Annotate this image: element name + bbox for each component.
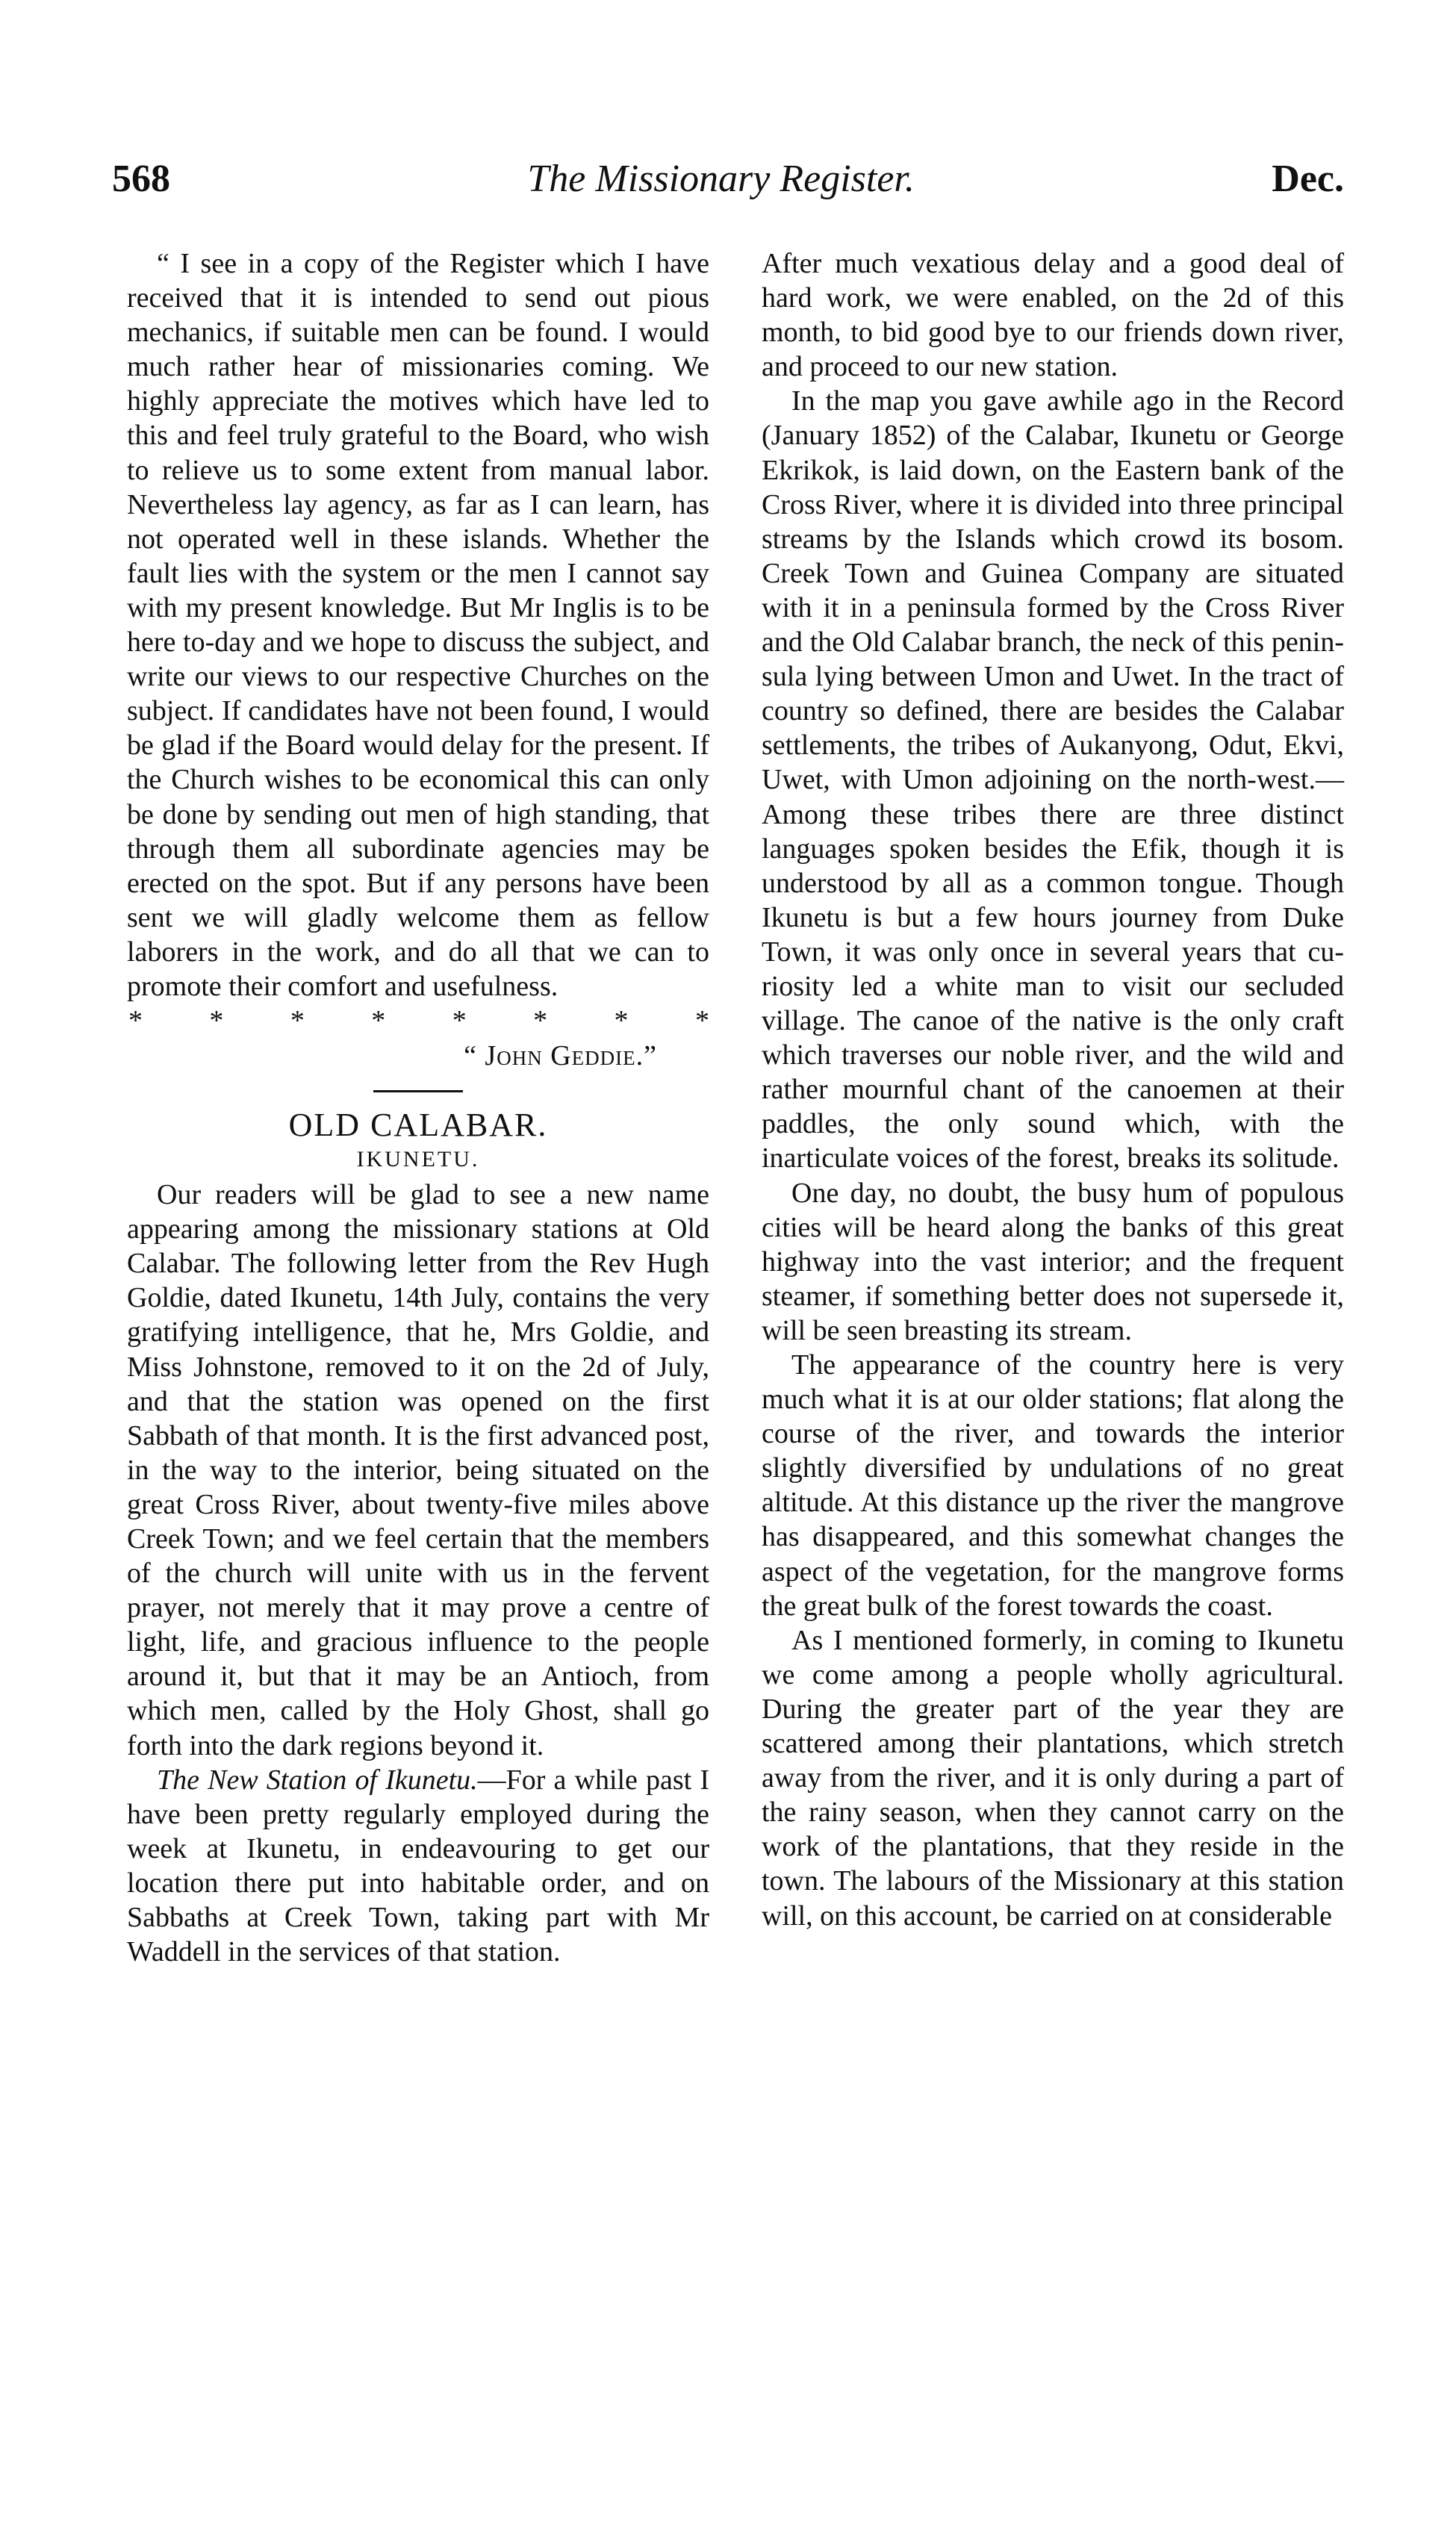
page-number: 568: [112, 158, 170, 200]
paragraph-lead: The New Station of Ikunetu.: [157, 1764, 478, 1796]
running-head: [112, 157, 1344, 209]
star: *: [128, 1005, 143, 1037]
journal-title: The Missionary Register.: [527, 158, 915, 200]
left-column: [127, 246, 709, 1969]
letter-paragraph: One day, no doubt, the busy hum of populous cities will be heard along the banks of this great highway into the vast interior; and the frequent steamer, if something better does not supersede it, will be seen breasting its stream.: [762, 1177, 1344, 1346]
letter-paragraph: [127, 1763, 709, 1970]
section-subhead: IKUNETU.: [356, 1147, 480, 1172]
letter-paragraph: In the map you gave awhile ago in the Record (January 1852) of the Calabar, Ikunetu or George Ekrikok, is laid down, on the Eastern bank of the Cross River, where it is divided into three principal streams by the Islands which crowd its bosom. Creek Town and Guinea Company are situated with it in a peninsula formed by the Cross River and the Old Calabar branch, the neck of this peninsula lying between Umon and Uwet. In the tract of country so defined, there are besides the Calabar settlements, the tribes of Aukanyong, Odut, Ekvi, Uwet, with Umon adjoining on the north-west.—Among these tribes there are three distinct languages spoken besides the Efik, though it is understood by all as a common tongue. Though Ikunetu is but a few hours journey from Duke Town, it was only once in several years that curiosity led a white man to visit our secluded village. The canoe of the native is the only craft which traverses our noble river, and the wild and rather mournful chant of the canoemen at their paddles, the only sound which, with the inarticulate voices of the forest, breaks its solitude.: [762, 385, 1344, 1175]
letter-signature: “ John Geddie.”: [464, 1040, 657, 1072]
section-title: OLD CALABAR.: [288, 1107, 548, 1144]
issue-month: Dec.: [1272, 158, 1344, 200]
intro-paragraph: Our readers will be glad to see a new name appearing among the missionary stations at Old Calabar. The following letter from the Rev Hugh Goldie, dated Ikunetu, 14th July, contains the very gratifying intelligence, that he, Mrs Goldie, and Miss Johnstone, removed to it on the 2d of July, and that the station was opened on the first Sabbath of that month. It is the first advanced post, in the way to the interior, being situated on the great Cross River, about twenty-five miles above Creek Town; and we feel certain that the members of the church will unite with us in the fervent prayer, not merely that it may prove a centre of light, life, and gracious influence to the people around it, but that it may be an Antioch, from which men, called by the Holy Ghost, shall go forth into the dark regions beyond it.: [127, 1179, 709, 1761]
right-column: [762, 246, 1344, 1933]
star: *: [614, 1005, 629, 1037]
ornamental-stars: [127, 1004, 709, 1038]
star: *: [290, 1005, 305, 1037]
letter-paragraph: After much vexatious delay and a good deal of hard work, we were enabled, on the 2d of this month, to bid good bye to our friends down river, and proceed to our new station.: [762, 248, 1344, 383]
paragraph-text: —For a while past I have been pretty regularly employed during the week at Ikunetu, in endeavouring to get our location there put into habitable order, and on Sabbaths at Creek Town, taking part with Mr Waddell in the services of that station.: [127, 1764, 709, 1968]
section-divider: [373, 1090, 463, 1092]
letter-paragraph: As I mentioned formerly, in coming to Ikunetu we come among a people wholly agricultural. During the greater part of the year they are scattered among their plantations, which stretch away from the river, and it is only during a part of the rainy season, when they cannot carry on the work of the plantations, that they reside in the town. The labours of the Missionary at this station will, on this account, be carried on at considerable: [762, 1624, 1344, 1932]
star: *: [209, 1005, 224, 1037]
letter-paragraph: The appearance of the country here is very much what it is at our older stations; flat along the course of the river, and towards the interior slightly diversified by undulations of no great altitude. At this distance up the river the mangrove has disappeared, and this somewhat changes the aspect of the vegetation, for the mangrove forms the great bulk of the forest towards the coast.: [762, 1349, 1344, 1622]
star: *: [371, 1005, 386, 1037]
star: *: [533, 1005, 548, 1037]
letter-paragraph: “ I see in a copy of the Register which I have received that it is intended to send out pious mechanics, if suitable men can be found. I would much rather hear of missionaries coming. We highly appreciate the motives which have led to this and feel truly grateful to the Board, who wish to relieve us to some extent from manual labor. Nevertheless lay agency, as far as I can learn, has not operated well in these islands. Whether the fault lies with the system or the men I cannot say with my present knowledge. But Mr Inglis is to be here to-day and we hope to discuss the subject, and write our views to our respective Churches on the subject. If candidates have not been found, I would be glad if the Board would delay for the present. If the Church wishes to be economical this can only be done by sending out men of high standing, that through them all subordinate agencies may be erected on the spot. But if any persons have been sent we will gladly welcome them as fellow laborers in the work, and do all that we can to promote their comfort and usefulness.: [127, 248, 709, 1002]
star: *: [452, 1005, 467, 1037]
star: *: [694, 1005, 709, 1037]
